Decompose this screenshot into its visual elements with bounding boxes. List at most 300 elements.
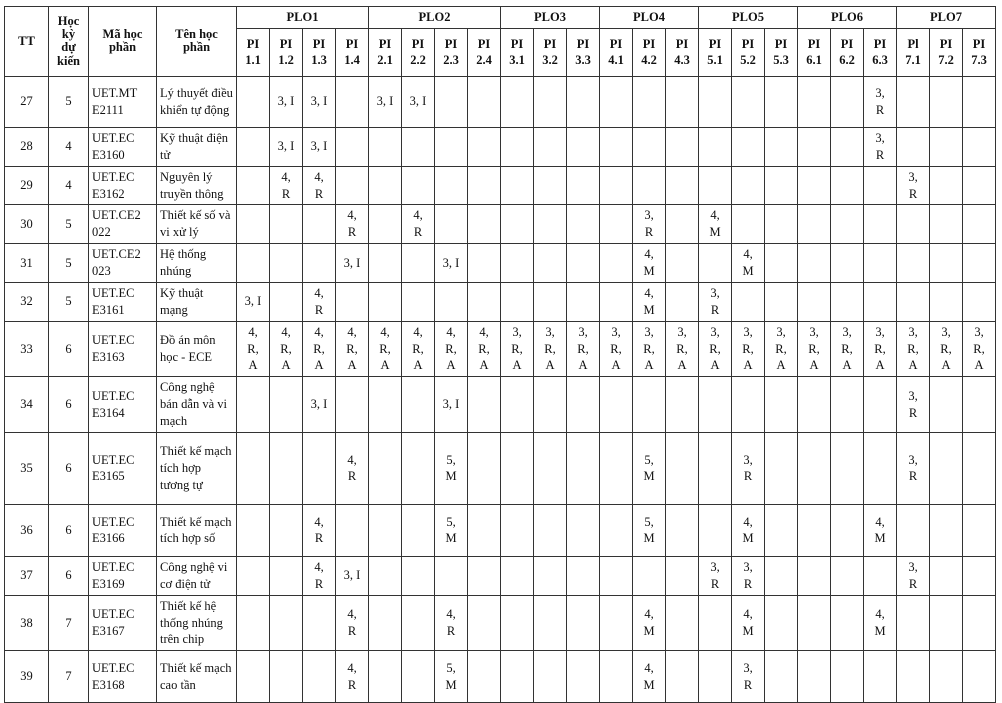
- pi-cell: 4, M: [864, 504, 897, 556]
- pi-cell: [402, 127, 435, 166]
- pi-cell: [534, 504, 567, 556]
- table-row: [5, 377, 996, 433]
- pi-cell: [435, 556, 468, 595]
- pi-cell: 4, R, A: [303, 321, 336, 377]
- row-semester: 5: [49, 244, 89, 283]
- pi-cell: [501, 651, 534, 703]
- pi-cell: 5, M: [435, 651, 468, 703]
- table-header: [5, 7, 996, 77]
- pi-cell: 3, I: [402, 76, 435, 127]
- table-row: [5, 244, 996, 283]
- header-pi-2-3: PI 2.3: [435, 28, 468, 76]
- pi-cell: 3, R: [897, 556, 930, 595]
- pi-cell: [336, 166, 369, 205]
- pi-cell: 4, M: [732, 595, 765, 651]
- pi-cell: 3, I: [303, 127, 336, 166]
- pi-cell: [963, 76, 996, 127]
- pi-cell: [534, 76, 567, 127]
- row-course-code: UET.EC E3163: [89, 321, 157, 377]
- pi-cell: [468, 244, 501, 283]
- pi-cell: 5, M: [435, 432, 468, 504]
- plo-matrix-table: [4, 6, 996, 703]
- header-plo-3: PLO3: [501, 7, 600, 29]
- pi-cell: [963, 595, 996, 651]
- pi-cell: [270, 651, 303, 703]
- pi-cell: [534, 166, 567, 205]
- header-semester: Học kỳ dự kiến: [49, 7, 89, 77]
- pi-cell: [765, 205, 798, 244]
- header-pi-6-3: PI 6.3: [864, 28, 897, 76]
- pi-cell: 4, R: [336, 205, 369, 244]
- pi-cell: [369, 127, 402, 166]
- pi-cell: [699, 76, 732, 127]
- pi-cell: 4, R, A: [270, 321, 303, 377]
- pi-cell: [600, 504, 633, 556]
- header-pi-4-3: PI 4.3: [666, 28, 699, 76]
- pi-cell: 4, R, A: [435, 321, 468, 377]
- pi-cell: [600, 127, 633, 166]
- pi-cell: [270, 377, 303, 433]
- row-semester: 5: [49, 76, 89, 127]
- pi-cell: [798, 127, 831, 166]
- header-course-code: Mã học phần: [89, 7, 157, 77]
- row-course-code: UET.EC E3160: [89, 127, 157, 166]
- pi-cell: [831, 556, 864, 595]
- pi-cell: [831, 166, 864, 205]
- header-pi-5-1: PI 5.1: [699, 28, 732, 76]
- pi-cell: [930, 432, 963, 504]
- pi-cell: [567, 377, 600, 433]
- pi-cell: 3, R, A: [930, 321, 963, 377]
- pi-cell: [732, 76, 765, 127]
- pi-cell: [666, 377, 699, 433]
- pi-cell: [765, 76, 798, 127]
- row-course-name: Đồ án môn học - ECE: [157, 321, 237, 377]
- pi-cell: [930, 556, 963, 595]
- header-pi-3-1: PI 3.1: [501, 28, 534, 76]
- pi-cell: [435, 205, 468, 244]
- pi-cell: 3, I: [336, 244, 369, 283]
- pi-cell: 4, R: [270, 166, 303, 205]
- pi-cell: [369, 595, 402, 651]
- pi-cell: [666, 127, 699, 166]
- pi-cell: [831, 282, 864, 321]
- header-plo-4: PLO4: [600, 7, 699, 29]
- pi-cell: [930, 651, 963, 703]
- pi-cell: [534, 282, 567, 321]
- pi-cell: [897, 282, 930, 321]
- pi-cell: [963, 651, 996, 703]
- pi-cell: [600, 556, 633, 595]
- pi-cell: [864, 377, 897, 433]
- pi-cell: 3, R, A: [798, 321, 831, 377]
- pi-cell: [468, 504, 501, 556]
- pi-cell: 3, I: [336, 556, 369, 595]
- pi-cell: 3, I: [303, 76, 336, 127]
- pi-cell: [831, 595, 864, 651]
- pi-cell: [303, 595, 336, 651]
- header-pi-5-2: PI 5.2: [732, 28, 765, 76]
- pi-cell: [633, 556, 666, 595]
- pi-cell: [633, 377, 666, 433]
- pi-cell: [732, 166, 765, 205]
- pi-cell: [897, 244, 930, 283]
- row-course-name: Thiết kế mạch cao tần: [157, 651, 237, 703]
- pi-cell: [963, 205, 996, 244]
- pi-cell: [930, 205, 963, 244]
- row-course-name: Nguyên lý truyền thông: [157, 166, 237, 205]
- pi-cell: [963, 166, 996, 205]
- pi-cell: [567, 556, 600, 595]
- row-course-code: UET.EC E3167: [89, 595, 157, 651]
- pi-cell: 3, R: [732, 432, 765, 504]
- pi-cell: [468, 166, 501, 205]
- pi-cell: [765, 504, 798, 556]
- row-number: 29: [5, 166, 49, 205]
- pi-cell: [897, 127, 930, 166]
- pi-cell: [303, 244, 336, 283]
- pi-cell: [336, 127, 369, 166]
- pi-cell: [699, 127, 732, 166]
- pi-cell: [270, 595, 303, 651]
- pi-cell: [567, 651, 600, 703]
- header-plo-7: PLO7: [897, 7, 996, 29]
- row-course-code: UET.EC E3165: [89, 432, 157, 504]
- pi-cell: 4, R: [303, 166, 336, 205]
- row-semester: 7: [49, 595, 89, 651]
- pi-cell: 3, R, A: [963, 321, 996, 377]
- pi-cell: [336, 282, 369, 321]
- pi-cell: 5, M: [633, 432, 666, 504]
- pi-cell: [897, 205, 930, 244]
- row-semester: 7: [49, 651, 89, 703]
- pi-cell: [666, 244, 699, 283]
- pi-cell: [633, 76, 666, 127]
- pi-cell: [270, 244, 303, 283]
- pi-cell: 3, R: [864, 76, 897, 127]
- header-pi-7-2: PI 7.2: [930, 28, 963, 76]
- pi-cell: 3, R, A: [897, 321, 930, 377]
- pi-cell: [699, 595, 732, 651]
- pi-cell: [798, 166, 831, 205]
- pi-cell: [600, 432, 633, 504]
- row-number: 36: [5, 504, 49, 556]
- pi-cell: [798, 651, 831, 703]
- pi-cell: [699, 504, 732, 556]
- pi-cell: 3, I: [435, 377, 468, 433]
- pi-cell: [501, 244, 534, 283]
- pi-cell: [798, 504, 831, 556]
- pi-cell: [270, 432, 303, 504]
- pi-cell: [897, 651, 930, 703]
- table-row: [5, 205, 996, 244]
- pi-cell: [336, 504, 369, 556]
- pi-cell: [600, 377, 633, 433]
- header-course-name: Tên học phần: [157, 7, 237, 77]
- pi-cell: [369, 205, 402, 244]
- pi-cell: [798, 556, 831, 595]
- pi-cell: [963, 244, 996, 283]
- pi-cell: 3, R: [699, 556, 732, 595]
- pi-cell: [798, 377, 831, 433]
- pi-cell: 3, R, A: [633, 321, 666, 377]
- pi-cell: 3, I: [435, 244, 468, 283]
- table-row: [5, 76, 996, 127]
- pi-cell: [963, 282, 996, 321]
- row-number: 33: [5, 321, 49, 377]
- pi-cell: [402, 651, 435, 703]
- pi-cell: [336, 377, 369, 433]
- pi-cell: [369, 282, 402, 321]
- pi-cell: [798, 205, 831, 244]
- row-number: 34: [5, 377, 49, 433]
- pi-cell: [501, 205, 534, 244]
- pi-cell: [864, 651, 897, 703]
- row-course-code: UET.EC E3168: [89, 651, 157, 703]
- pi-cell: [765, 595, 798, 651]
- pi-cell: [930, 504, 963, 556]
- pi-cell: 4, R, A: [237, 321, 270, 377]
- pi-cell: 4, R: [435, 595, 468, 651]
- pi-cell: [567, 205, 600, 244]
- pi-cell: [831, 244, 864, 283]
- pi-cell: 3, R, A: [666, 321, 699, 377]
- pi-cell: [270, 205, 303, 244]
- table-body: [5, 76, 996, 702]
- pi-cell: [237, 377, 270, 433]
- pi-cell: 3, R: [897, 377, 930, 433]
- header-plo-2: PLO2: [369, 7, 501, 29]
- pi-cell: [864, 556, 897, 595]
- pi-cell: 5, M: [633, 504, 666, 556]
- pi-cell: 4, R: [336, 595, 369, 651]
- header-pi-1-4: PI 1.4: [336, 28, 369, 76]
- pi-cell: [600, 166, 633, 205]
- pi-cell: 3, I: [237, 282, 270, 321]
- row-number: 39: [5, 651, 49, 703]
- pi-cell: [765, 166, 798, 205]
- pi-cell: [534, 651, 567, 703]
- pi-cell: [534, 244, 567, 283]
- header-pi-7-3: PI 7.3: [963, 28, 996, 76]
- header-pi-3-3: PI 3.3: [567, 28, 600, 76]
- header-plo-6: PLO6: [798, 7, 897, 29]
- row-course-name: Hệ thống nhúng: [157, 244, 237, 283]
- row-semester: 4: [49, 166, 89, 205]
- pi-cell: [831, 377, 864, 433]
- pi-cell: 4, R: [336, 432, 369, 504]
- pi-cell: [270, 282, 303, 321]
- pi-cell: [897, 504, 930, 556]
- pi-cell: 4, M: [633, 244, 666, 283]
- pi-cell: [798, 595, 831, 651]
- table-row: [5, 556, 996, 595]
- pi-cell: [963, 127, 996, 166]
- header-plo-1: PLO1: [237, 7, 369, 29]
- pi-cell: [369, 432, 402, 504]
- pi-cell: [864, 432, 897, 504]
- table-row: [5, 432, 996, 504]
- pi-cell: [237, 651, 270, 703]
- pi-cell: 3, R, A: [732, 321, 765, 377]
- pi-cell: [237, 127, 270, 166]
- pi-cell: 3, I: [270, 127, 303, 166]
- pi-cell: [699, 651, 732, 703]
- pi-cell: [930, 76, 963, 127]
- row-course-name: Công nghệ vi cơ điện tử: [157, 556, 237, 595]
- pi-cell: [963, 432, 996, 504]
- pi-cell: 4, R: [336, 651, 369, 703]
- plo-matrix-container: [4, 6, 996, 703]
- pi-cell: [501, 432, 534, 504]
- row-semester: 5: [49, 205, 89, 244]
- pi-cell: [468, 377, 501, 433]
- row-number: 37: [5, 556, 49, 595]
- table-row: [5, 504, 996, 556]
- pi-cell: 4, R: [303, 282, 336, 321]
- pi-cell: [831, 651, 864, 703]
- pi-cell: [567, 244, 600, 283]
- pi-cell: [699, 377, 732, 433]
- pi-cell: [534, 556, 567, 595]
- pi-cell: [501, 377, 534, 433]
- row-number: 38: [5, 595, 49, 651]
- pi-cell: [402, 282, 435, 321]
- pi-cell: 4, R, A: [402, 321, 435, 377]
- pi-cell: 3, R, A: [765, 321, 798, 377]
- table-row: [5, 651, 996, 703]
- pi-cell: [765, 282, 798, 321]
- pi-cell: 4, M: [633, 595, 666, 651]
- pi-cell: 3, R: [732, 651, 765, 703]
- pi-cell: [831, 205, 864, 244]
- pi-cell: [402, 504, 435, 556]
- pi-cell: [732, 205, 765, 244]
- pi-cell: 3, R: [897, 166, 930, 205]
- row-course-name: Công nghệ bán dẫn và vi mạch: [157, 377, 237, 433]
- pi-cell: [831, 432, 864, 504]
- pi-cell: [369, 244, 402, 283]
- row-course-code: UET.EC E3161: [89, 282, 157, 321]
- pi-cell: [930, 244, 963, 283]
- pi-cell: [666, 556, 699, 595]
- pi-cell: [567, 166, 600, 205]
- pi-cell: [567, 504, 600, 556]
- header-pi-2-4: PI 2.4: [468, 28, 501, 76]
- pi-cell: [567, 76, 600, 127]
- pi-cell: [237, 76, 270, 127]
- pi-cell: [468, 651, 501, 703]
- header-pi-6-2: PI 6.2: [831, 28, 864, 76]
- pi-cell: 3, R, A: [864, 321, 897, 377]
- pi-cell: 4, M: [633, 282, 666, 321]
- header-pi-5-3: PI 5.3: [765, 28, 798, 76]
- pi-cell: [699, 244, 732, 283]
- pi-cell: [600, 244, 633, 283]
- row-semester: 5: [49, 282, 89, 321]
- pi-cell: [567, 282, 600, 321]
- pi-cell: [237, 244, 270, 283]
- pi-cell: 4, M: [732, 504, 765, 556]
- pi-cell: 3, R, A: [534, 321, 567, 377]
- row-semester: 6: [49, 504, 89, 556]
- pi-cell: [666, 432, 699, 504]
- pi-cell: [501, 595, 534, 651]
- pi-cell: [930, 127, 963, 166]
- pi-cell: [666, 595, 699, 651]
- pi-cell: [237, 166, 270, 205]
- pi-cell: [831, 127, 864, 166]
- pi-cell: [303, 205, 336, 244]
- pi-cell: [666, 76, 699, 127]
- pi-cell: [864, 166, 897, 205]
- pi-cell: 4, R: [303, 504, 336, 556]
- pi-cell: [765, 377, 798, 433]
- pi-cell: [930, 377, 963, 433]
- pi-cell: [666, 166, 699, 205]
- pi-cell: 3, I: [270, 76, 303, 127]
- pi-cell: [435, 166, 468, 205]
- pi-cell: [534, 432, 567, 504]
- row-semester: 4: [49, 127, 89, 166]
- pi-cell: [402, 432, 435, 504]
- row-course-name: Thiết kế số và vi xử lý: [157, 205, 237, 244]
- pi-cell: [765, 432, 798, 504]
- pi-cell: 3, R: [897, 432, 930, 504]
- row-course-code: UET.EC E3169: [89, 556, 157, 595]
- pi-cell: [468, 556, 501, 595]
- pi-cell: [963, 556, 996, 595]
- pi-cell: [732, 377, 765, 433]
- pi-cell: [534, 595, 567, 651]
- pi-cell: [732, 282, 765, 321]
- pi-cell: [600, 282, 633, 321]
- pi-cell: [930, 166, 963, 205]
- pi-cell: [798, 432, 831, 504]
- row-course-name: Thiết kế mạch tích hợp số: [157, 504, 237, 556]
- pi-cell: [666, 504, 699, 556]
- pi-cell: [468, 127, 501, 166]
- pi-cell: [864, 244, 897, 283]
- row-number: 30: [5, 205, 49, 244]
- pi-cell: 4, R: [303, 556, 336, 595]
- pi-cell: [864, 282, 897, 321]
- pi-cell: [303, 432, 336, 504]
- pi-cell: 3, I: [369, 76, 402, 127]
- row-course-code: UET.EC E3164: [89, 377, 157, 433]
- pi-cell: [501, 504, 534, 556]
- pi-cell: [468, 205, 501, 244]
- pi-cell: [699, 432, 732, 504]
- header-pi-4-1: PI 4.1: [600, 28, 633, 76]
- header-pi-3-2: PI 3.2: [534, 28, 567, 76]
- pi-cell: [534, 127, 567, 166]
- pi-cell: [237, 432, 270, 504]
- pi-cell: [369, 166, 402, 205]
- pi-cell: [303, 651, 336, 703]
- pi-cell: 3, R, A: [501, 321, 534, 377]
- row-semester: 6: [49, 432, 89, 504]
- pi-cell: [963, 377, 996, 433]
- pi-cell: [402, 166, 435, 205]
- pi-cell: 3, R, A: [831, 321, 864, 377]
- pi-cell: [633, 127, 666, 166]
- header-pi-7-1: Pl 7.1: [897, 28, 930, 76]
- pi-cell: [534, 205, 567, 244]
- row-number: 32: [5, 282, 49, 321]
- pi-cell: [237, 595, 270, 651]
- pi-cell: [435, 76, 468, 127]
